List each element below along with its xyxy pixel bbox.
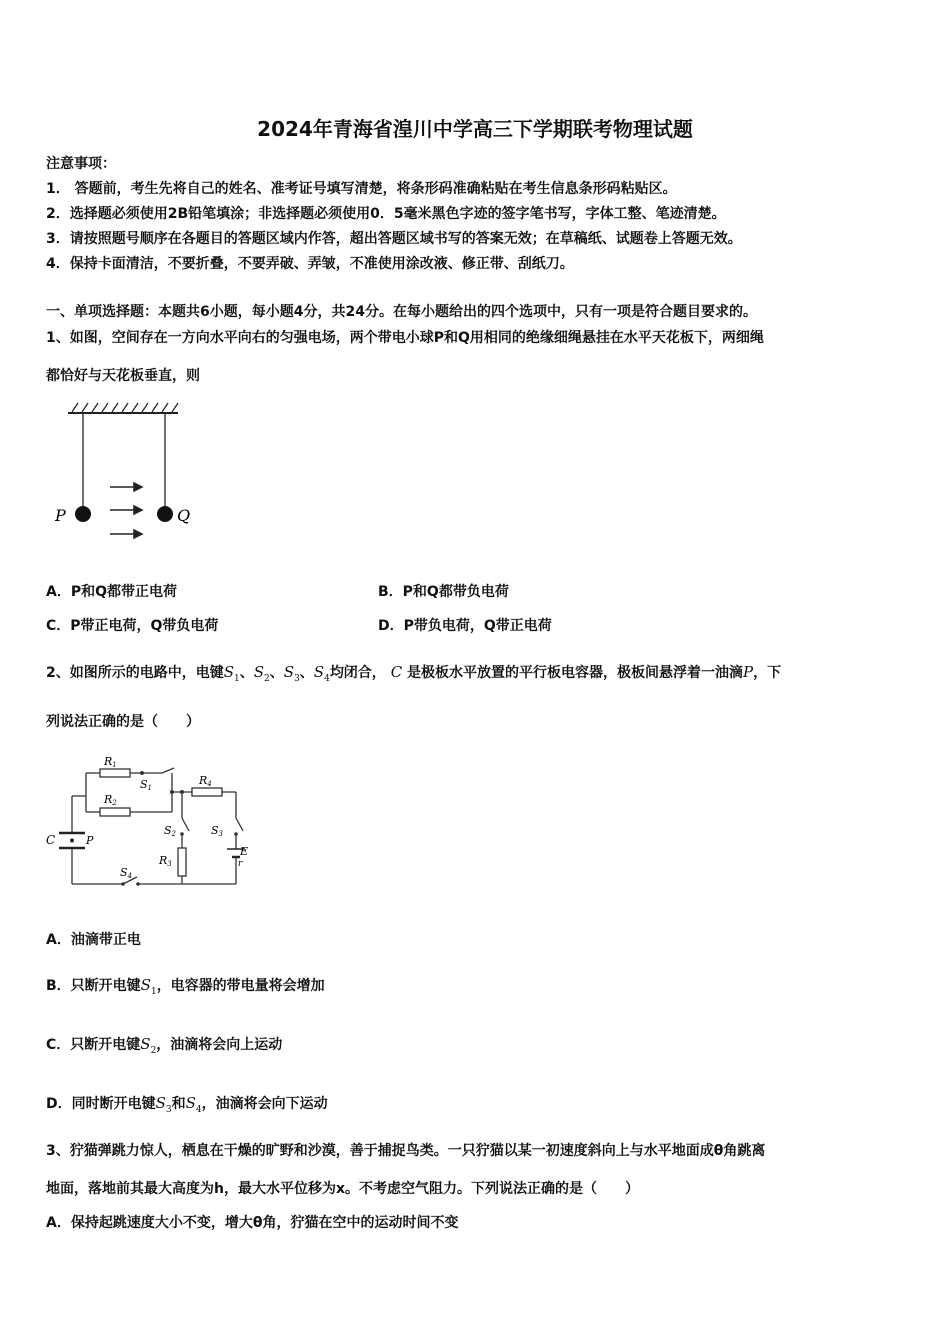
q1-ball-p <box>75 506 91 522</box>
q1-field-arrows <box>110 483 142 538</box>
notes-heading: 注意事项： <box>46 156 116 172</box>
q3-option-a: A．保持起跳速度大小不变，增大θ角，狞猫在空中的运动时间不变 <box>46 1215 459 1231</box>
section-heading: 一、单项选择题：本题共6小题，每小题4分，共24分。在每小题给出的四个选项中，只有一项是符合题目要求的。 <box>46 304 757 320</box>
page-title: 2024年青海省湟川中学高三下学期联考物理试题 <box>257 117 693 141</box>
label-r2: R2 <box>104 793 117 807</box>
label-e: E <box>240 845 249 858</box>
q1-stem-line2: 都恰好与天花板垂直，则 <box>46 368 200 384</box>
switch-s4-symbol: $S_4$ <box>313 663 330 684</box>
label-s3: S3 <box>211 824 224 838</box>
oil-drop-symbol: P <box>743 663 754 681</box>
q1-label-q: Q <box>177 506 191 525</box>
q2-option-a: A．油滴带正电 <box>46 932 141 948</box>
q1-ball-q <box>157 506 173 522</box>
note-item-4: 4．保持卡面清洁，不要折叠，不要弄破、弄皱，不准使用涂改液、修正带、刮纸刀。 <box>46 256 574 272</box>
note-item-3: 3．请按照题号顺序在各题目的答题区域内作答，超出答题区域书写的答案无效；在草稿纸、试题卷上答题无效。 <box>46 231 742 247</box>
capacitor-symbol: C <box>390 663 403 681</box>
q1-option-c: C．P带正电荷，Q带负电荷 <box>46 618 219 634</box>
switch-s3-symbol: $S_3$ <box>155 1094 172 1115</box>
q1-label-p: P <box>55 506 66 525</box>
resistor-r1 <box>100 769 130 777</box>
resistor-r3 <box>178 848 186 876</box>
switch-s1-symbol: $S_1$ <box>223 663 240 684</box>
q3-stem-line2: 地面，落地前其最大高度为h，最大水平位移为x。不考虑空气阻力。下列说法正确的是（ ） <box>46 1181 639 1197</box>
note-item-2: 2．选择题必须使用2B铅笔填涂；非选择题必须使用0．5毫米黑色字迹的签字笔书写，字体工整、笔迹清楚。 <box>46 206 726 222</box>
switch-s2-symbol: $S_2$ <box>253 663 270 684</box>
label-s4: S4 <box>120 866 133 880</box>
resistor-r2 <box>100 808 130 816</box>
note-item-1: 1． 答题前，考生先将自己的姓名、准考证号填写清楚，将条形码准确粘贴在考生信息条形码粘贴区。 <box>46 181 677 197</box>
q1-option-d: D．P带负电荷，Q带正电荷 <box>378 618 552 634</box>
switch-s1-symbol: $S_1$ <box>140 976 157 997</box>
q1-figure <box>52 400 212 550</box>
label-r: r <box>238 859 243 869</box>
q2-circuit-figure <box>44 752 264 897</box>
q2-option-c: C．只断开电键$S_2$，油滴将会向上运动 <box>46 1035 283 1056</box>
q2-stem-line1: 2、如图所示的电路中，电键$S_1$、$S_2$、$S_3$、$S_4$均闭合， C 是极板水平放置的平行板电容器，极板间悬浮着一油滴P，下 <box>46 663 782 684</box>
label-c: C <box>46 833 56 847</box>
q2-option-b: B．只断开电键$S_1$，电容器的带电量将会增加 <box>46 976 325 997</box>
label-r1: R1 <box>104 755 117 769</box>
q3-stem-line1: 3、狞猫弹跳力惊人，栖息在干燥的旷野和沙漠，善于捕捉鸟类。一只狞猫以某一初速度斜向上与水平地面成θ角跳离 <box>46 1143 766 1159</box>
resistor-r4 <box>192 788 222 796</box>
switch-s2-symbol: $S_2$ <box>140 1035 157 1056</box>
capacitor-plates <box>59 833 85 848</box>
switch-s4-symbol: $S_4$ <box>185 1094 202 1115</box>
label-s1: S1 <box>140 778 153 792</box>
label-s2: S2 <box>164 824 177 838</box>
q1-stem-line1: 1、如图，空间存在一方向水平向右的匀强电场，两个带电小球P和Q用相同的绝缘细绳悬挂在水平天花板下，两细绳 <box>46 330 764 346</box>
switch-s3-symbol: $S_3$ <box>283 663 300 684</box>
q2-stem-line2: 列说法正确的是（ ） <box>46 714 200 730</box>
label-r3: R3 <box>159 854 172 868</box>
label-p: P <box>86 834 94 847</box>
q1-option-a: A．P和Q都带正电荷 <box>46 584 177 600</box>
label-r4: R4 <box>199 774 212 788</box>
q2-option-d: D．同时断开电键$S_3$和$S_4$，油滴将会向下运动 <box>46 1094 328 1115</box>
q1-option-b: B．P和Q都带负电荷 <box>378 584 509 600</box>
